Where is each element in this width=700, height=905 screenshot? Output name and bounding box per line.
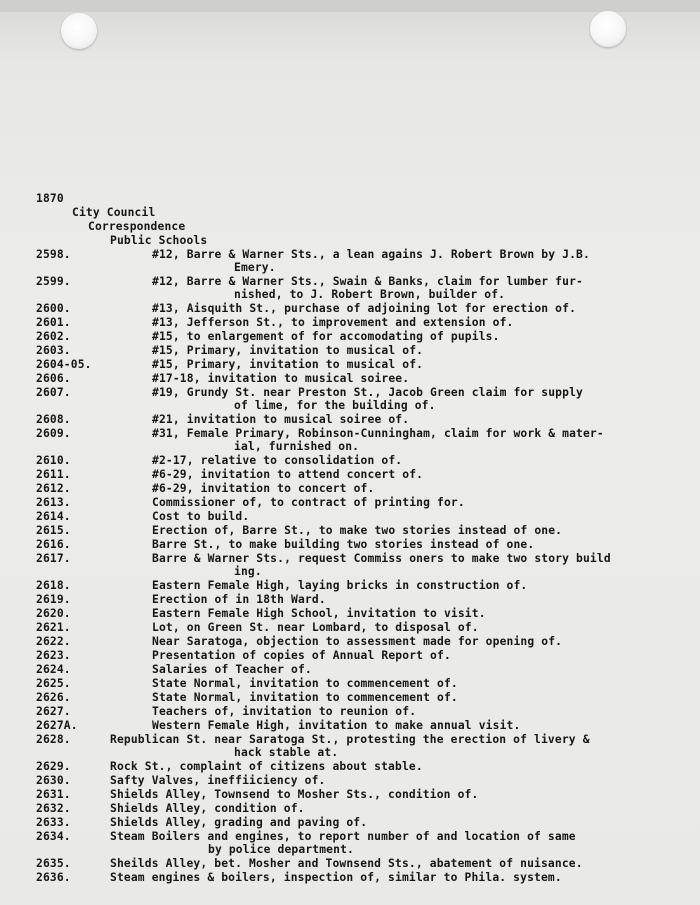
- entry-text: #19, Grundy St. near Preston St., Jacob Green claim for supply: [152, 386, 583, 399]
- entry-number: 2635.: [36, 857, 71, 870]
- entry-number: 2628.: [36, 733, 71, 746]
- entry-text: #6-29, invitation to attend concert of.: [152, 468, 424, 481]
- entry-number: 2629.: [36, 760, 71, 773]
- entry-text: Republican St. near Saratoga St., protesting the erection of livery &: [110, 733, 590, 746]
- entry-number: 2606.: [36, 372, 71, 385]
- entry-text: Steam engines & boilers, inspection of, similar to Phila. system.: [110, 871, 562, 884]
- header-public-schools: Public Schools: [110, 234, 208, 247]
- entry-number: 2603.: [36, 344, 71, 357]
- entry-continuation: hack stable at.: [234, 746, 339, 759]
- entry-number: 2625.: [36, 677, 71, 690]
- entry-number: 2618.: [36, 579, 71, 592]
- entry-number: 2633.: [36, 816, 71, 829]
- entry-number: 2611.: [36, 468, 71, 481]
- entry-text: #15, Primary, invitation to musical of.: [152, 358, 424, 371]
- entry-number: 2634.: [36, 830, 71, 843]
- entry-text: Shields Alley, condition of.: [110, 802, 305, 815]
- entry-text: Teachers of, invitation to reunion of.: [152, 705, 417, 718]
- entry-text: State Normal, invitation to commencement of.: [152, 677, 458, 690]
- entry-number: 2609.: [36, 427, 71, 440]
- entry-number: 2627.: [36, 705, 71, 718]
- entry-number: 2622.: [36, 635, 71, 648]
- entry-continuation: ing.: [234, 565, 262, 578]
- entry-text: #2-17, relative to consolidation of.: [152, 454, 403, 467]
- entry-number: 2598.: [36, 248, 71, 261]
- entry-number: 2614.: [36, 510, 71, 523]
- entry-number: 2602.: [36, 330, 71, 343]
- entry-text: #6-29, invitation to concert of.: [152, 482, 375, 495]
- entry-number: 2617.: [36, 552, 71, 565]
- entry-number: 2630.: [36, 774, 71, 787]
- entry-text: #15, to enlargement of for accomodating of pupils.: [152, 330, 500, 343]
- entry-number: 2619.: [36, 593, 71, 606]
- entry-text: Lot, on Green St. near Lombard, to disposal of.: [152, 621, 479, 634]
- entry-text: #17-18, invitation to musical soiree.: [152, 372, 410, 385]
- punch-hole-right: [590, 11, 626, 47]
- entry-text: Near Saratoga, objection to assessment made for opening of.: [152, 635, 563, 648]
- entry-text: Rock St., complaint of citizens about stable.: [110, 760, 423, 773]
- entry-text: Barre St., to make building two stories instead of one.: [152, 538, 535, 551]
- entry-number: 2627A.: [36, 719, 78, 732]
- entry-text: #12, Barre & Warner Sts., a lean agains J. Robert Brown by J.B.: [152, 248, 590, 261]
- entry-text: #21, invitation to musical soiree of.: [152, 413, 410, 426]
- entry-text: Commissioner of, to contract of printing for.: [152, 496, 465, 509]
- entry-text: #12, Barre & Warner Sts., Swain & Banks, claim for lumber fur-: [152, 275, 583, 288]
- entry-number: 2604-05.: [36, 358, 92, 371]
- entry-text: #31, Female Primary, Robinson-Cunningham, claim for work & mater-: [152, 427, 604, 440]
- entry-text: Cost to build.: [152, 510, 250, 523]
- header-year: 1870: [36, 192, 64, 205]
- entry-text: Shields Alley, Townsend to Mosher Sts., condition of.: [110, 788, 479, 801]
- entry-text: Safty Valves, ineffiiciency of.: [110, 774, 326, 787]
- punch-hole-left: [61, 13, 97, 49]
- entry-number: 2600.: [36, 302, 71, 315]
- entry-number: 2612.: [36, 482, 71, 495]
- entry-number: 2607.: [36, 386, 71, 399]
- entry-text: Barre & Warner Sts., request Commiss oners to make two story build: [152, 552, 611, 565]
- entry-text: Erection of in 18th Ward.: [152, 593, 326, 606]
- entry-number: 2615.: [36, 524, 71, 537]
- entry-number: 2621.: [36, 621, 71, 634]
- entry-text: Presentation of copies of Annual Report of.: [152, 649, 451, 662]
- entry-number: 2626.: [36, 691, 71, 704]
- entry-continuation: by police department.: [208, 843, 354, 856]
- entry-text: #15, Primary, invitation to musical of.: [152, 344, 424, 357]
- entry-text: Eastern Female High School, invitation to visit.: [152, 607, 486, 620]
- entry-text: State Normal, invitation to commencement of.: [152, 691, 458, 704]
- entry-number: 2613.: [36, 496, 71, 509]
- entry-number: 2608.: [36, 413, 71, 426]
- entry-continuation: Emery.: [234, 261, 276, 274]
- entry-number: 2601.: [36, 316, 71, 329]
- entry-number: 2610.: [36, 454, 71, 467]
- entry-text: Shields Alley, grading and paving of.: [110, 816, 368, 829]
- entry-text: #13, Jefferson St., to improvement and extension of.: [152, 316, 514, 329]
- entry-number: 2620.: [36, 607, 71, 620]
- entry-text: Western Female High, invitation to make annual visit.: [152, 719, 521, 732]
- entry-number: 2624.: [36, 663, 71, 676]
- entry-number: 2599.: [36, 275, 71, 288]
- header-city-council: City Council: [72, 206, 156, 219]
- entry-text: #13, Aisquith St., purchase of adjoining lot for erection of.: [152, 302, 577, 315]
- header-correspondence: Correspondence: [88, 220, 186, 233]
- entry-continuation: ial, furnished on.: [234, 440, 360, 453]
- entry-number: 2616.: [36, 538, 71, 551]
- entry-number: 2623.: [36, 649, 71, 662]
- entry-text: Steam Boilers and engines, to report number of and location of same: [110, 830, 576, 843]
- entry-text: Eastern Female High, laying bricks in construction of.: [152, 579, 528, 592]
- scanner-edge: [0, 0, 700, 12]
- entry-text: Sheilds Alley, bet. Mosher and Townsend Sts., abatement of nuisance.: [110, 857, 583, 870]
- entry-text: Erection of, Barre St., to make two stories instead of one.: [152, 524, 563, 537]
- entry-continuation: of lime, for the building of.: [234, 399, 436, 412]
- entry-text: Salaries of Teacher of.: [152, 663, 312, 676]
- entry-number: 2636.: [36, 871, 71, 884]
- entry-number: 2631.: [36, 788, 71, 801]
- entry-continuation: nished, to J. Robert Brown, builder of.: [234, 288, 506, 301]
- entry-number: 2632.: [36, 802, 71, 815]
